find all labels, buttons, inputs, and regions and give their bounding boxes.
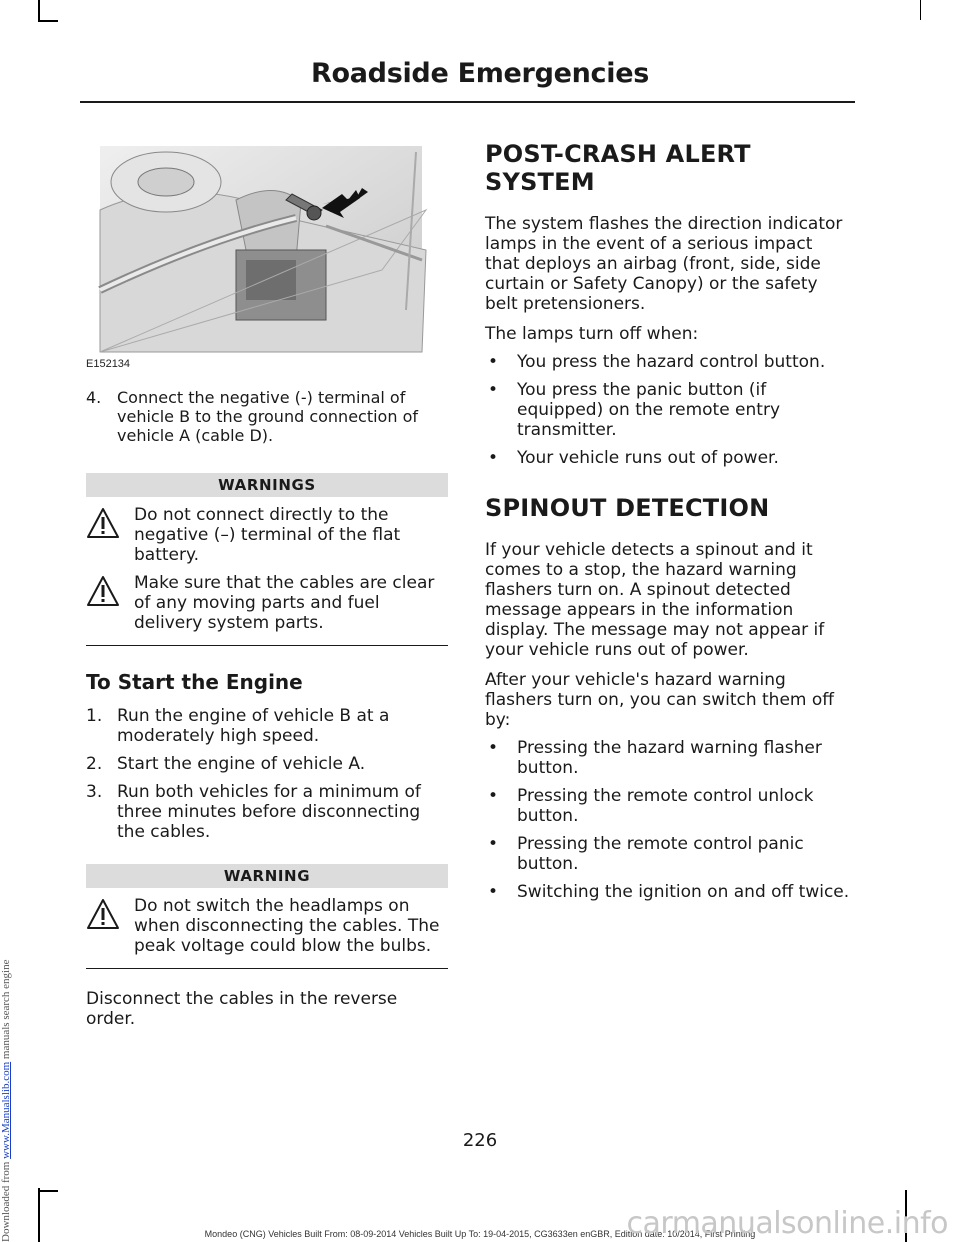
section-heading: POST-CRASH ALERT SYSTEM	[485, 140, 751, 196]
list-item	[86, 706, 448, 746]
figure-id: E152134	[86, 358, 131, 370]
list-item	[485, 834, 851, 874]
bullet-text: Your vehicle runs out of power.	[517, 448, 779, 468]
warning-divider	[86, 968, 448, 969]
crop-mark	[920, 0, 921, 20]
list-item	[86, 754, 448, 774]
download-notice	[0, 960, 12, 1242]
step-number: 3.	[86, 782, 103, 802]
step-text: Run the engine of vehicle B at a moderately high speed.	[117, 706, 390, 746]
step-text: Connect the negative (-) terminal of vehicle B to the ground connection of vehicle A (cable D).	[117, 388, 418, 445]
bullet: •	[488, 380, 499, 400]
warning-text: Make sure that the cables are clear of any moving parts and fuel delivery system parts.	[134, 573, 435, 633]
list-item	[485, 738, 851, 778]
list-item	[485, 352, 851, 372]
page-title: Roadside Emergencies	[311, 58, 649, 89]
left-column	[86, 140, 448, 1029]
bullet: •	[488, 738, 499, 758]
warning-item	[86, 896, 448, 956]
warning-triangle-icon	[86, 898, 120, 934]
manualslib-link[interactable]: www.Manualslib.com	[0, 1061, 12, 1159]
crop-mark	[38, 1190, 58, 1192]
bullet-text: Switching the ignition on and off twice.	[517, 882, 850, 902]
list-item	[485, 380, 851, 440]
bullet-list	[485, 352, 851, 468]
bullet: •	[488, 834, 499, 854]
crop-mark	[38, 20, 58, 22]
section-heading: To Start the Engine	[86, 670, 303, 694]
bullet-text: Pressing the remote control panic button.	[517, 834, 804, 874]
bullet-text: You press the hazard control button.	[517, 352, 826, 372]
paragraph: If your vehicle detects a spinout and it comes to a stop, the hazard warning flashers turn on. A spinout detected message appears in the information display. The message may not appear if your vehicle runs out of power.	[485, 540, 825, 660]
paragraph: The system flashes the direction indicator lamps in the event of a serious impact that deploys an airbag (front, side, side curtain or Safety Canopy) or the safety belt pretensioners.	[485, 214, 843, 314]
list-item	[86, 388, 448, 445]
watermark: carmanualsonline.info	[626, 1206, 948, 1241]
bullet-list	[485, 738, 851, 902]
warning-heading: WARNING	[86, 864, 448, 888]
bullet-text: You press the panic button (if equipped) on the remote entry transmitter.	[517, 380, 781, 440]
bullet: •	[488, 352, 499, 372]
start-steps-list	[86, 706, 448, 842]
warning-item	[86, 505, 448, 565]
bullet: •	[488, 448, 499, 468]
warning-triangle-icon	[86, 507, 120, 543]
download-prefix: Downloaded from	[0, 1158, 12, 1242]
list-item	[485, 882, 851, 902]
bullet: •	[488, 882, 499, 902]
step-number: 2.	[86, 754, 103, 774]
warning-item	[86, 573, 448, 633]
header-divider	[80, 101, 855, 103]
page-number: 226	[462, 1130, 498, 1151]
crop-mark	[38, 0, 40, 22]
step-text: Start the engine of vehicle A.	[117, 754, 366, 774]
figure-ground-connection	[86, 140, 448, 370]
bullet-text: Pressing the remote control unlock button.	[517, 786, 814, 826]
list-item	[485, 786, 851, 826]
list-item	[86, 782, 448, 842]
warning-text: Do not connect directly to the negative (–) terminal of the flat battery.	[134, 505, 401, 565]
step-number: 1.	[86, 706, 103, 726]
step-number: 4.	[86, 388, 102, 407]
bullet-text: Pressing the hazard warning flasher button.	[517, 738, 822, 778]
download-suffix: manuals search engine	[0, 959, 12, 1062]
paragraph: After your vehicle's hazard warning flashers turn on, you can switch them off by:	[485, 670, 834, 730]
section-heading: SPINOUT DETECTION	[485, 494, 770, 522]
list-item	[485, 448, 851, 468]
paragraph: The lamps turn off when:	[485, 324, 699, 344]
footer-note: Mondeo (CNG) Vehicles Built From: 08-09-2014 Vehicles Built Up To: 19-04-2015, CG3633en enGBR, Edition date: 10/2014, First Printing	[204, 1229, 756, 1239]
warning-triangle-icon	[86, 575, 120, 611]
bullet: •	[488, 786, 499, 806]
closing-paragraph: Disconnect the cables in the reverse order.	[86, 989, 398, 1029]
warning-text: Do not switch the headlamps on when disconnecting the cables. The peak voltage could blow the bulbs.	[134, 896, 440, 956]
engine-bay-illustration	[86, 140, 448, 370]
right-column	[485, 140, 851, 910]
warnings-heading: WARNINGS	[86, 473, 448, 497]
step-text: Run both vehicles for a minimum of three minutes before disconnecting the cables.	[117, 782, 421, 842]
